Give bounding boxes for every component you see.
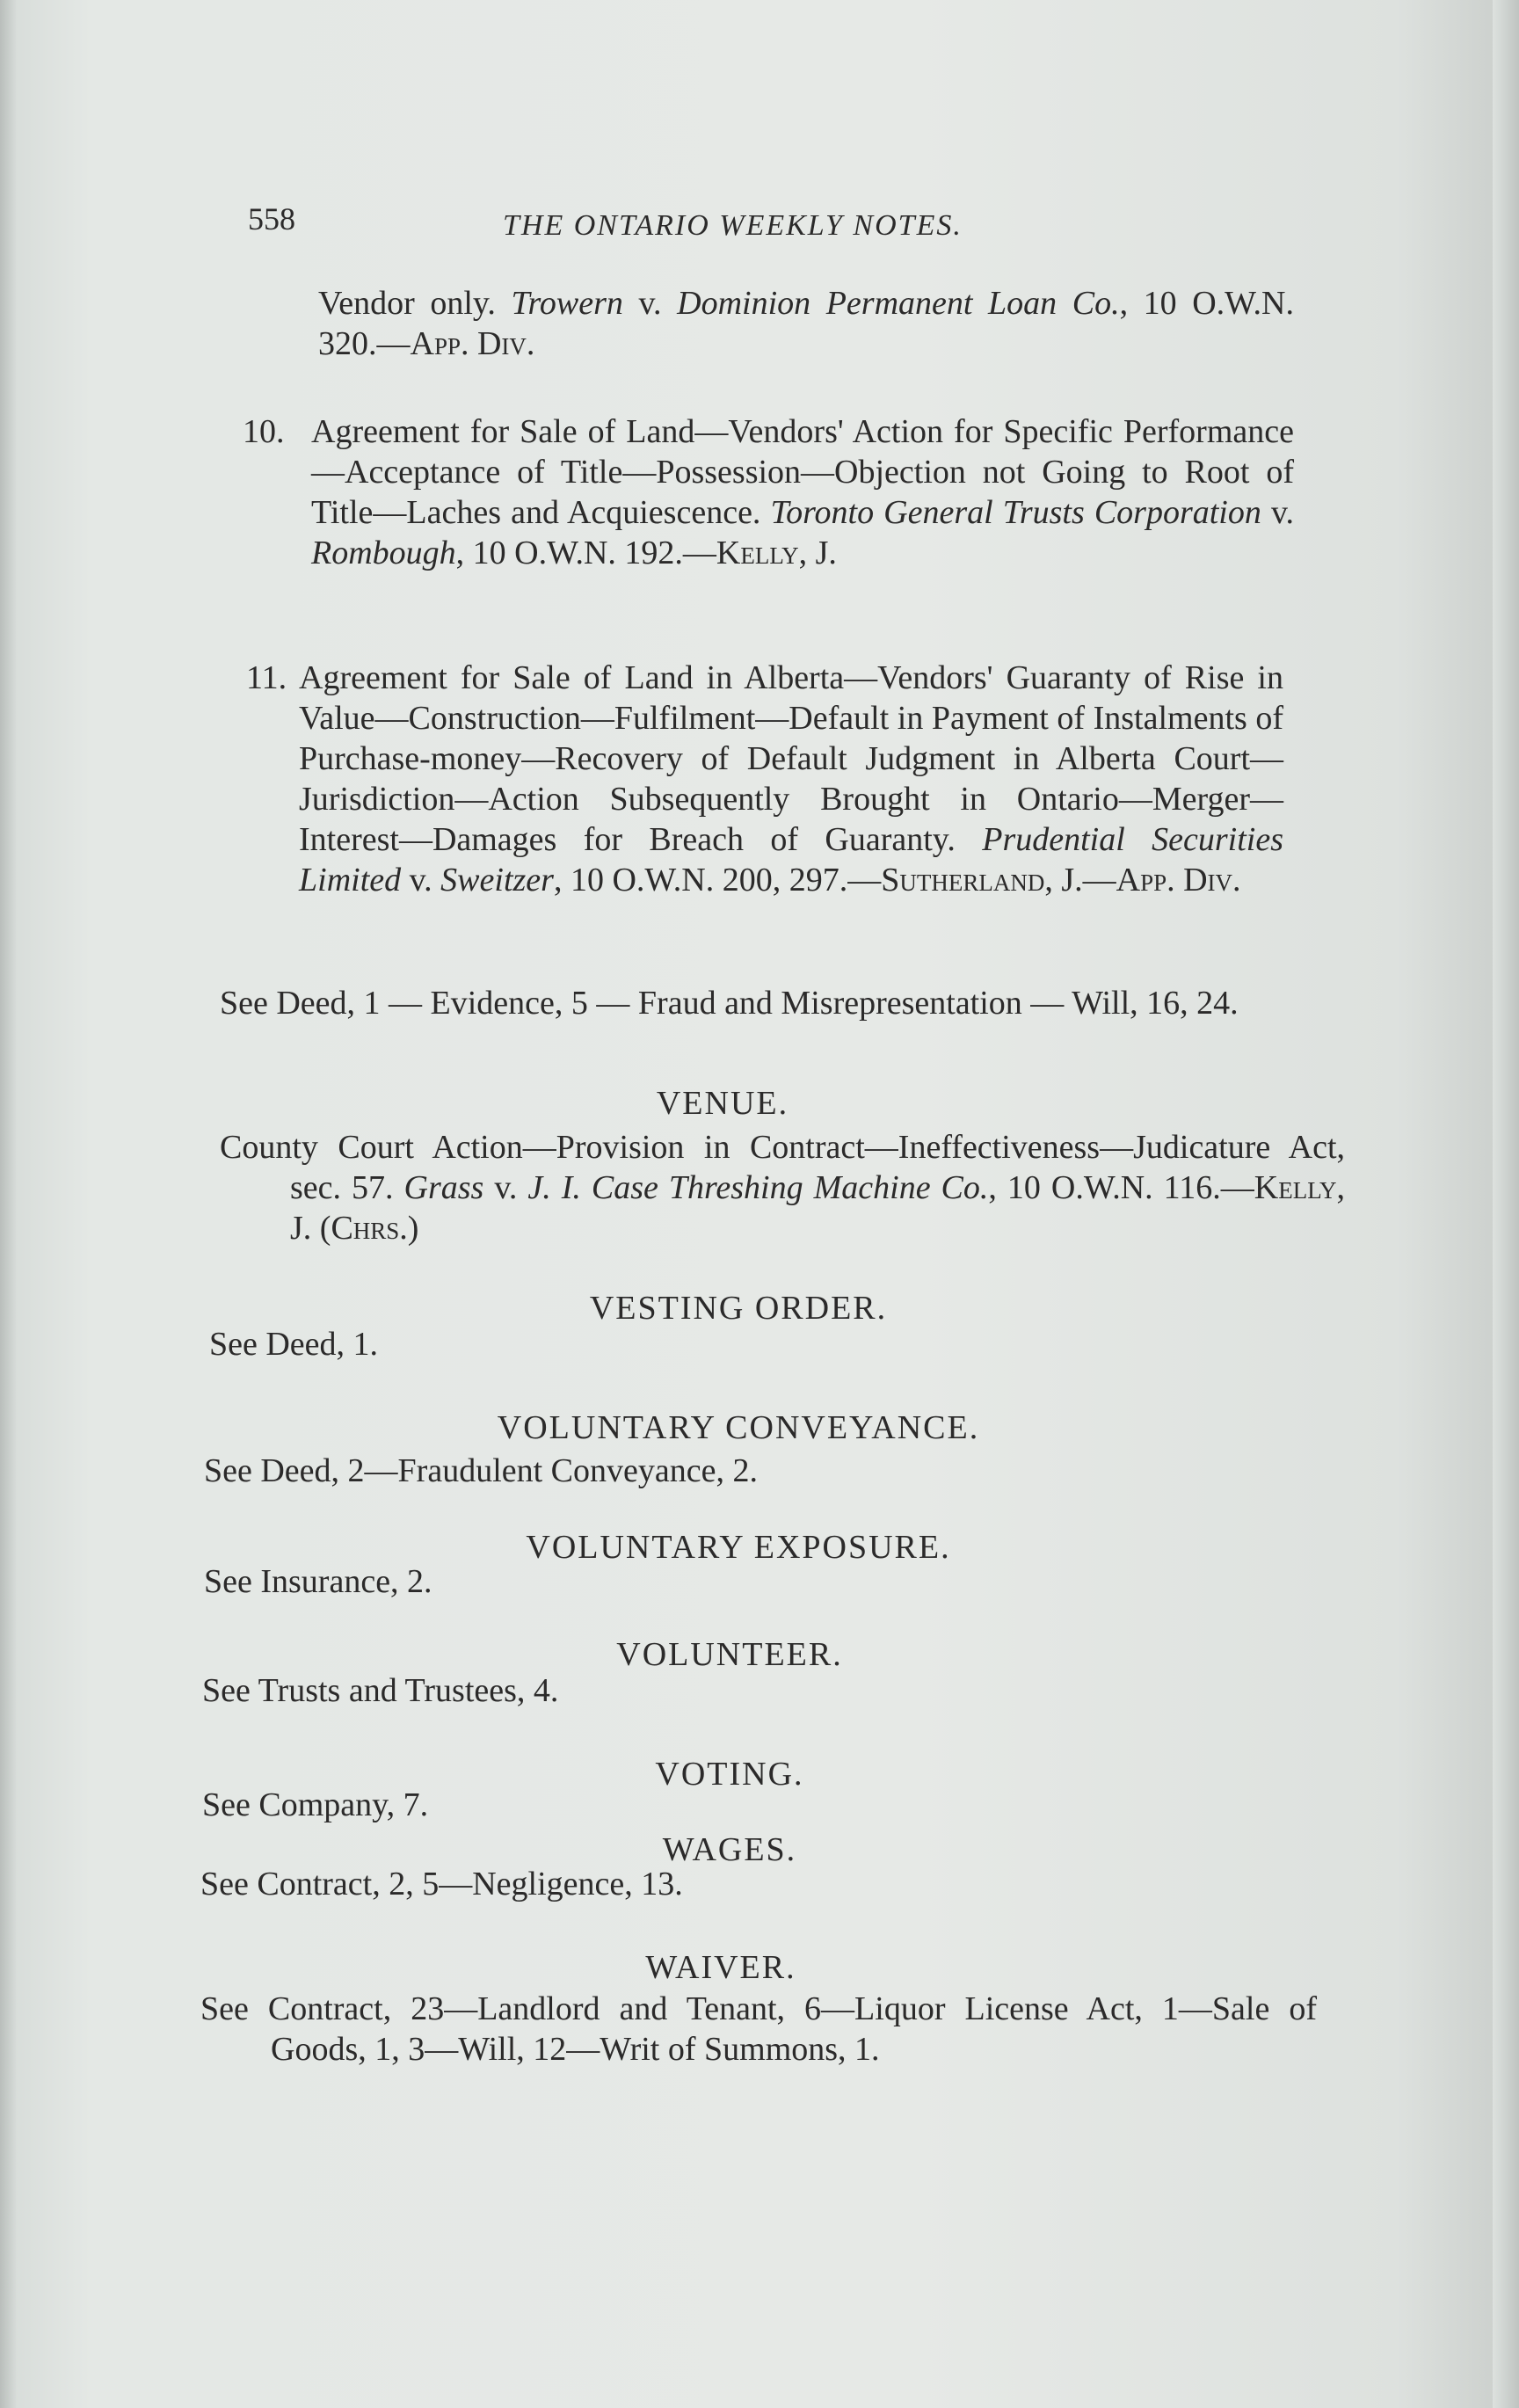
page-number: 558 — [248, 201, 295, 236]
index-entry: Agreement for Sale of Land in Alberta—Vendors' Guaranty of Rise in Value—Construction—Fulfilment—Default in Payment of Instalments of Purchase-money—Recovery of Default Judgment in Alberta Court—Jurisdiction—Action Subsequently Brought in Ontario—Merger—Interest—Damages for Breach of Guaranty. Prudential Securities Limited v. Sweitzer, 10 O.W.N. 200, 297.—Sutherland, J.—App. Div. — [299, 659, 1284, 898]
section-heading: VOLUNTARY CONVEYANCE. — [497, 1409, 980, 1446]
section-heading: WAGES. — [662, 1831, 797, 1868]
section-heading: VOTING. — [655, 1756, 804, 1793]
section-heading: VESTING ORDER. — [589, 1290, 888, 1327]
venue-entry: County Court Action—Provision in Contract—Ineffectiveness—Judicature Act, sec. 57. Grass v. J. I. Case Threshing Machine Co., 10 O.W.N. 116.—Kelly, J. (Chrs.) — [220, 1129, 1345, 1247]
index-entry: Agreement for Sale of Land—Vendors' Action for Specific Performance—Acceptance of Title—Possession—Objection not Going to Root of Title—Laches and Acquiescence. Toronto General Trusts Corporation v. Rombough, 10 O.W.N. 192.—Kelly, J. — [311, 413, 1294, 571]
section-see: See Contract, 23—Landlord and Tenant, 6—Liquor License Act, 1—Sale of Goods, 1, 3—Will, 12—Writ of Summons, 1. — [200, 1990, 1317, 2068]
index-entry: Vendor only. Trowern v. Dominion Permanent Loan Co., 10 O.W.N. 320.—App. Div. — [318, 285, 1294, 362]
page-edge — [1493, 0, 1519, 2408]
running-head: THE ONTARIO WEEKLY NOTES. — [503, 209, 963, 242]
section-heading: VENUE. — [656, 1085, 789, 1122]
section-see: See Deed, 2—Fraudulent Conveyance, 2. — [204, 1452, 758, 1489]
section-see: See Contract, 2, 5—Negligence, 13. — [200, 1866, 683, 1902]
section-heading: VOLUNTEER. — [616, 1636, 843, 1673]
see-also: See Deed, 1 — Evidence, 5 — Fraud and Misrepresentation — Will, 16, 24. — [220, 985, 1239, 1022]
section-see: See Deed, 1. — [209, 1326, 379, 1363]
entry-number: 11. — [246, 659, 287, 696]
section-see: See Trusts and Trustees, 4. — [202, 1672, 559, 1709]
section-see: See Company, 7. — [202, 1786, 429, 1823]
entry-number: 10. — [243, 413, 285, 450]
section-see: See Insurance, 2. — [204, 1563, 432, 1600]
section-heading: VOLUNTARY EXPOSURE. — [526, 1529, 951, 1566]
section-heading: WAIVER. — [645, 1949, 796, 1986]
page-gutter — [0, 0, 16, 2408]
